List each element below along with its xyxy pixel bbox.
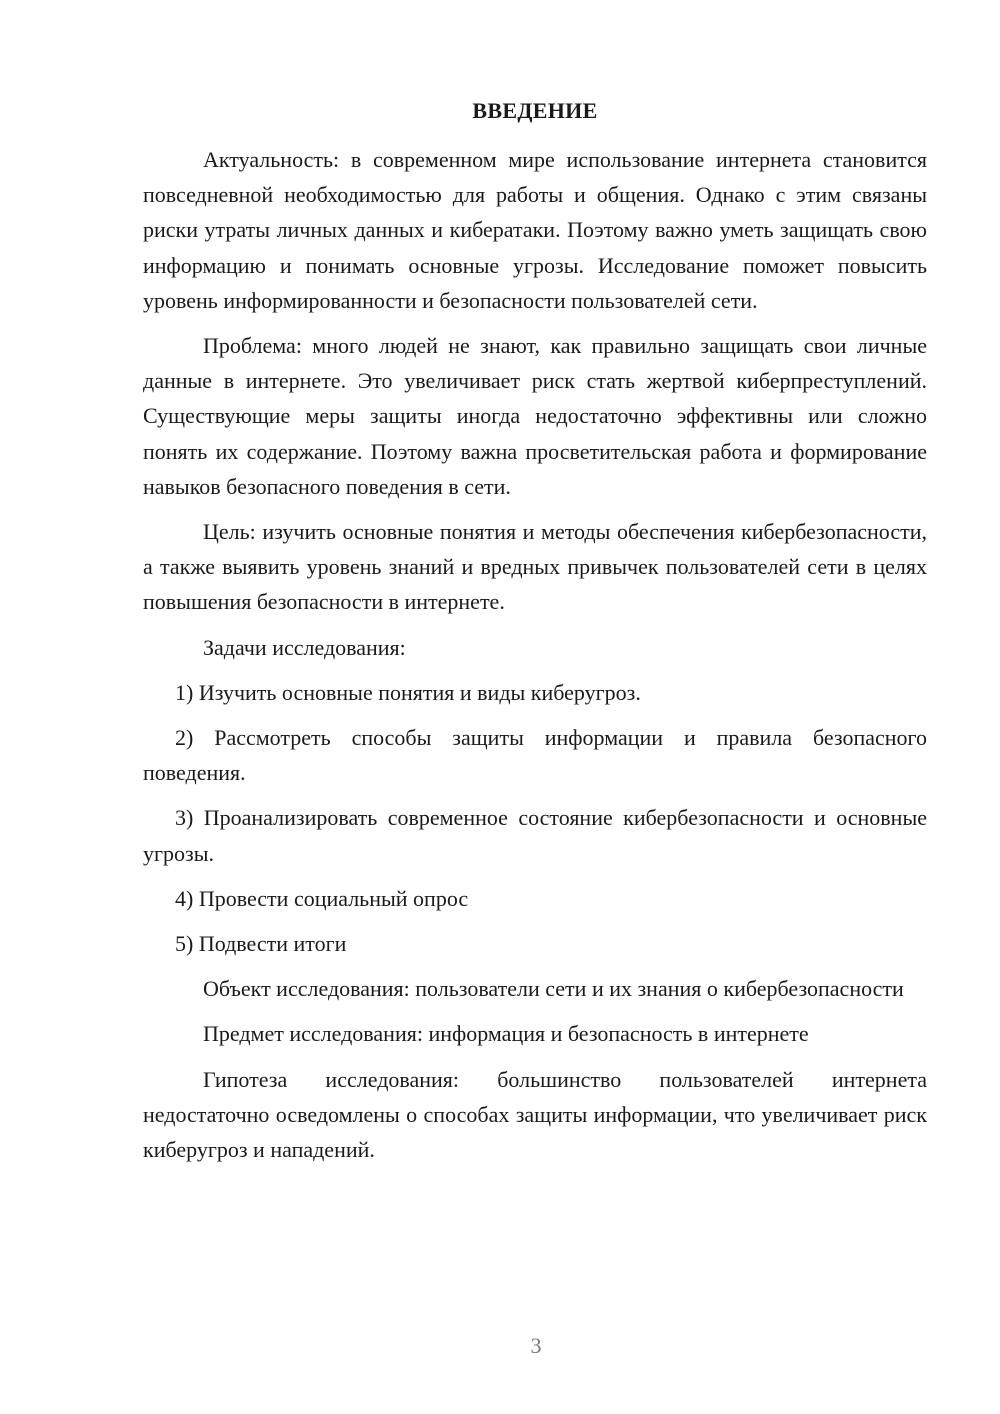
paragraph-hypothesis: Гипотеза исследования: большинство пользователей интернета недостаточно осведомлены о способах защиты информации, что увеличивает риск киберугроз и нападений. bbox=[143, 1066, 927, 1163]
page-number: 3 bbox=[530, 1333, 542, 1358]
body-text bbox=[143, 142, 927, 1177]
task-item: 2) Рассмотреть способы защиты информации и правила безопасного поведения. bbox=[143, 725, 927, 786]
paragraph-problem: Проблема: много людей не знают, как правильно защищать свои личные данные в интернете. Это увеличивает риск стать жертвой киберпреступлений. Существующие меры защиты иногда недостаточно эффективны или сложно понять их содержание. Поэтому важна просветительская работа и формирование навыков безопасного поведения в сети. bbox=[143, 333, 927, 499]
paragraph-goal: Цель: изучить основные понятия и методы обеспечения кибербезопасности, а также выявить уровень знаний и вредных привычек пользователей сети в целях повышения безопасности в интернете. bbox=[143, 519, 927, 615]
paragraph-relevance: Актуальность: в современном мире использование интернета становится повседневной необходимостью для работы и общения. Однако с этим связаны риски утраты личных данных и кибератаки. Поэтому важно уметь защищать свою информацию и понимать основные угрозы. Исследование поможет повысить уровень информированности и безопасности пользователей сети. bbox=[143, 147, 927, 313]
page-title: ВВЕДЕНИЕ bbox=[472, 98, 598, 123]
task-item: 4) Провести социальный опрос bbox=[175, 885, 469, 911]
task-item: 5) Подвести итоги bbox=[175, 931, 347, 957]
task-item: 1) Изучить основные понятия и виды киберугроз. bbox=[175, 679, 641, 705]
task-item: 3) Проанализировать современное состояние кибербезопасности и основные угрозы. bbox=[143, 805, 927, 866]
paragraph-object: Объект исследования: пользователи сети и их знания о кибербезопасности bbox=[203, 976, 904, 1002]
tasks-heading: Задачи исследования: bbox=[203, 634, 406, 660]
paragraph-subject: Предмет исследования: информация и безопасность в интернете bbox=[203, 1021, 809, 1047]
